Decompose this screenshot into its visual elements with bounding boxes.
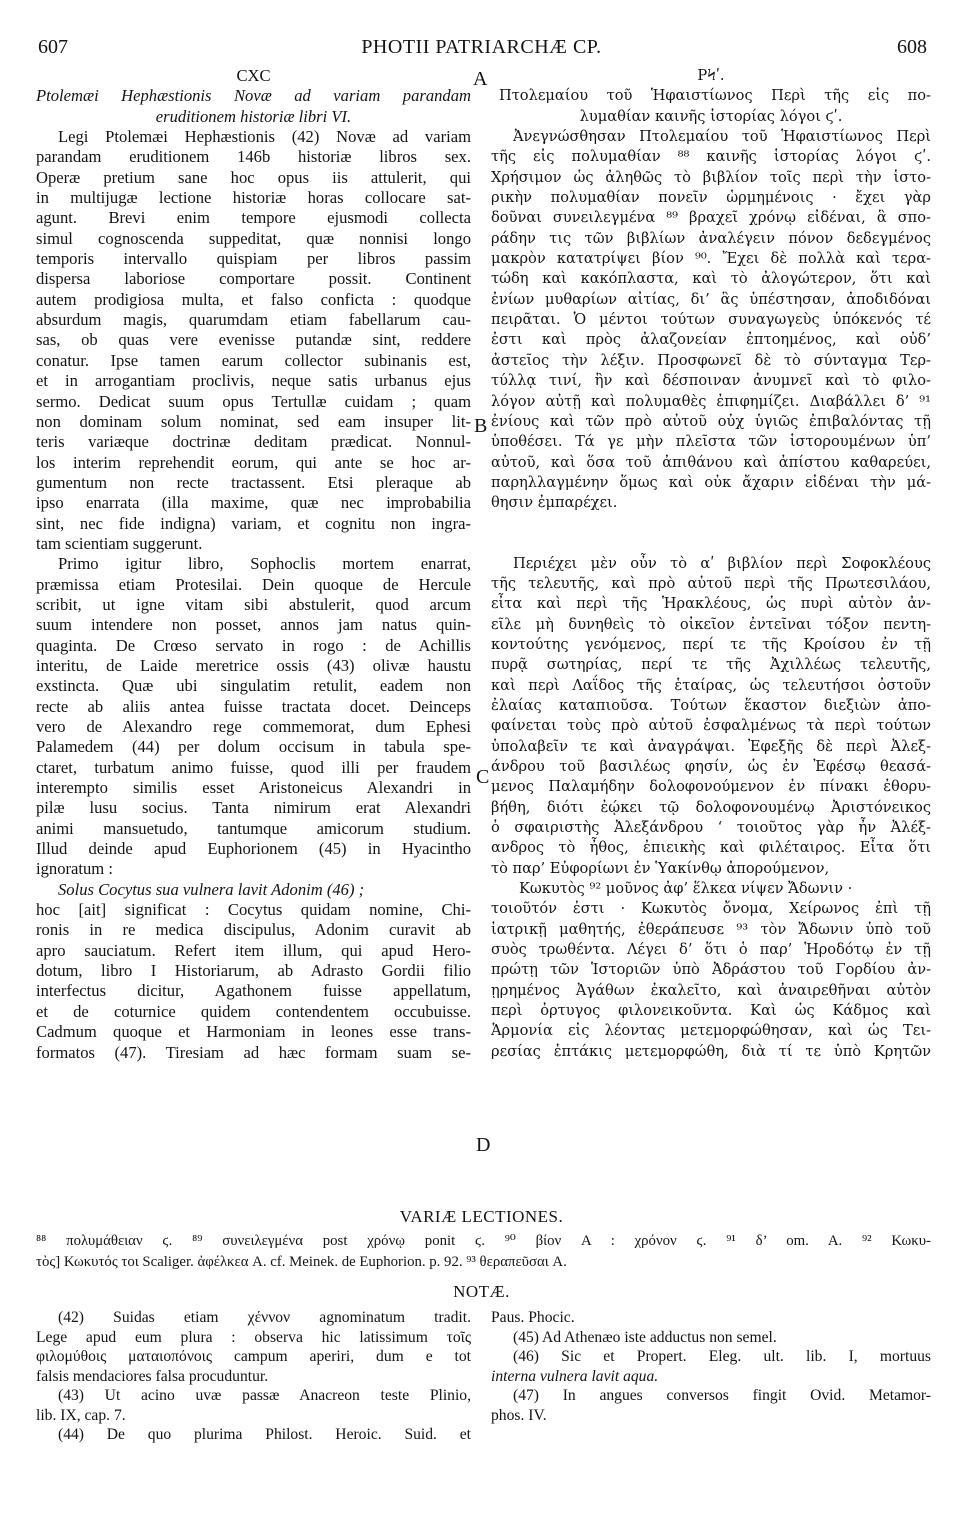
text-line: άνδρου τοῦ βασιλέως φησίν, ὡς ἐν Ἐφέσῳ θεασά- — [491, 758, 931, 775]
text-line: tam scientiam suggerunt. — [36, 533, 203, 553]
text-line: ῃρημένος Ἀγάθων ἐκαλεῖτο, καὶ ἀναιρεθῆναι αὐτὸν — [491, 981, 931, 999]
text-line: ignoratum : — [36, 859, 113, 879]
text-line: ὁ σφαιριστὴς Ἀλεξάνδρου ‘ τοιοῦτος γὰρ ἦν Ἀλέξ- — [491, 819, 931, 837]
text-line: formatos (47). Tiresiam ad hæc formam suam se- — [36, 1042, 471, 1062]
text-line: φαίνεται τοὺς πρὸ αὐτοῦ ἐσφαλμένως τὰ περὶ τούτων — [491, 717, 931, 735]
text-line: Primo igitur libro, Sophoclis mortem enarrat, — [58, 554, 471, 574]
greek-paragraph-3 — [491, 899, 931, 1062]
text-line: Περιέχει μὲν οὖν τὸ αʹ βιβλίον περὶ Σοφοκλέους — [513, 554, 931, 572]
notae-right — [491, 1308, 931, 1425]
text-line: dotum, libro I Historiarum, ab Adrasto Gordii filio — [36, 961, 471, 981]
text-line: Cadmum quoque et Harmoniam in leones esse trans- — [36, 1022, 471, 1042]
text-line: autem prodigiosa multa, et falso conficta : quodque — [36, 289, 471, 309]
text-line: hoc [ait] significat : Cocytus quidam nomine, Chi- — [36, 900, 471, 920]
text-line: Operæ pretium sane hoc opus iis attulerit, qui — [36, 167, 471, 187]
text-line: ἐνίων μυθαρίων αἰτίας, δι’ ἃς ὑπέστησαν, ἀποδιδόναι — [491, 290, 931, 308]
latin-column — [36, 66, 471, 1063]
text-line: dispersa laboriose comportare possit. Continent — [36, 269, 471, 289]
variae-line: ⁸⁸ πολυμάθειαν ϛ. ⁸⁹ συνειλεγμένα post χρόνῳ ponit ϛ. ⁹⁰ βίον A : χρόνον ϛ. ⁹¹ δ’ om. A. ⁹² Κωκυ- — [36, 1233, 931, 1249]
greek-paragraph-2 — [491, 554, 931, 880]
text-line: apro sauciatum. Refert item illum, qui apud Hero- — [36, 940, 471, 960]
text-line: conatur. Ipse tamen earum collector subinanis est, — [36, 350, 471, 370]
text-line: et de coturnice quidem contendentem occubuisse. — [36, 1001, 471, 1021]
text-line: quaginta. De Crœso servato in rogo : de Achillis — [36, 635, 471, 655]
text-line: ὑποθέσει. Τά γε μὴν πλεῖστα τῶν ἱστορουμένων ὑπ’ — [491, 433, 931, 451]
text-line: ρεσίας ἑπτάκις μετεμορφώθη, διὰ τί τε ὑπὸ Κρητῶν — [491, 1042, 931, 1060]
text-line: θησιν ἐμπαρέχει. — [491, 494, 618, 512]
text-line: ctaret, turbatum animo fuisse, quod illi per fraudem — [36, 757, 471, 777]
variae-line: τὸς] Κωκυτός τοι Scaliger. ἀφέλκεα A. cf. Meinek. de Euphorion. p. 92. ⁹³ θεραπεῦσαι A. — [36, 1254, 567, 1270]
note-line: (45) Ad Athenæo iste adductus non semel. — [513, 1328, 777, 1346]
text-line: τύλλᾳ τινί, ἣν καὶ δέσποιναν ἀνυμνεῖ καὶ τὸ φιλο- — [491, 372, 931, 390]
note-line: (46) Sic et Propert. Eleg. ult. lib. I, mortuus — [513, 1348, 931, 1365]
note-line: phos. IV. — [491, 1406, 547, 1424]
text-line: δοῦναι συνειλεγμένα ⁸⁹ βραχεῖ χρόνῳ εἰδέναι, ἃ σπο- — [491, 209, 931, 227]
text-line: in multijugæ lectione historiæ horas collocare sat- — [36, 188, 471, 208]
note-line: lib. IX, cap. 7. — [36, 1406, 126, 1424]
text-line: non dominam solum nominat, sed eam insuper lit- — [36, 411, 471, 431]
text-line: εἶτα καὶ περὶ τῆς Ἡρακλέους, ὡς πυρὶ αὑτὸν ἀν- — [491, 595, 931, 613]
text-line: ronis in re medica discipulus, Adonim curavit ab — [36, 920, 471, 940]
note-line: Paus. Phocic. — [491, 1309, 575, 1326]
text-line: τώδη καὶ κακόπλαστα, καὶ τὸ ἀλογώτερον, ὅτι καὶ — [491, 270, 931, 288]
greek-chapter-number: ΡϞʹ. — [697, 67, 725, 84]
text-line: et in arrogantiam proclivis, neque satis urbanus ejus — [36, 371, 471, 391]
text-line: παρηλλαγμένην ὅμως καὶ οὐκ ἄχαριν εἰδέναι τὴν μά- — [491, 473, 931, 491]
note-line: (43) Ut acino uvæ passæ Anacreon teste Plinio, — [58, 1387, 471, 1404]
text-line: sas, ob quas vere evenisse putandæ sint, reddere — [36, 330, 471, 350]
text-line: μενος Παλαμήδην δολοφονούμενον ἐν πίνακι ἐθορυ- — [491, 778, 931, 796]
text-line: καὶ περὶ Λαΐδος τῆς ἑταίρας, ὡς τελευτήσοι ὀστοῦν — [491, 676, 931, 694]
text-line: λόγον αὐτῇ καὶ πολυμαθὲς ἐπιφημίζει. Διαβάλλει δ’ ⁹¹ — [491, 392, 931, 410]
text-line: ἐστι καὶ πρὸς ἀλαζονείαν ἐπτοημένος, καὶ οὐδ’ — [491, 331, 931, 349]
latin-chapter-number: CXC — [236, 66, 271, 85]
margin-letter-d: D — [476, 1134, 491, 1156]
text-line: temporis intervallo quispiam per libros passim — [36, 249, 471, 269]
greek-paragraph-1 — [491, 127, 931, 514]
text-line: vero de Alexandro rege commemorat, dum Ephesi — [36, 717, 471, 736]
text-line: præmissa etiam Protesilai. Dein quoque de Hercule — [36, 574, 471, 594]
right-page-number: 608 — [897, 36, 927, 58]
text-line: ὑπολαβεῖν τε καὶ ἀναγράψαι. Ἐφεξῆς δὲ περὶ Ἀλεξ- — [491, 737, 931, 755]
text-line: pilæ lusu socius. Tanta nimirum erat Alexandri — [36, 798, 471, 818]
text-line: teris variæque doctrinæ deditam prædicat. Nonnul- — [36, 432, 471, 452]
text-line: συὸς τρωθέντα. Λέγει δ’ ὅτι ὁ παρ’ Ἡροδότῳ ἐν τῇ — [491, 941, 931, 959]
text-line: ανδρος τὸ ἦθος, ἐπιεικὴς καὶ φιλέταιρος. Εἶτα ὅτι — [491, 839, 931, 857]
text-line: Ἁρμονία εἰς λέοντας μετεμορφώθησαν, καὶ ὡς Τει- — [491, 1022, 931, 1040]
text-line: κοντούτης γενόμενος, περί τε τῆς Κροίσου ἐν τῇ — [491, 635, 931, 653]
latin-paragraph-1 — [36, 127, 471, 554]
greek-verse: Κωκυτὸς ⁹² μοῦνος ἀφ’ ἕλκεα νίψεν Ἄδωνιν · — [519, 880, 853, 898]
latin-title-line: Ptolemæi Hephæstionis Novæ ad variam parandam — [36, 86, 471, 106]
variae-lectiones — [36, 1231, 931, 1273]
text-line: ἀστεῖος τὴν λέξιν. Προσφωνεῖ δὲ τὸ σύνταγμα Τερ- — [491, 351, 931, 369]
margin-letter-b: B — [474, 415, 488, 437]
text-line: μακρὸν κατατρίψει βίον ⁹⁰. Ἔχει δὲ πολλὰ καὶ τερα- — [491, 250, 931, 268]
text-line: parandam eruditionem 146b historiæ libros sex. — [36, 147, 471, 167]
margin-letter-c: C — [476, 766, 490, 788]
latin-paragraph-2 — [36, 554, 471, 880]
text-line: Legi Ptolemæi Hephæstionis (42) Novæ ad variam — [58, 127, 471, 147]
text-line: τὸ παρ’ Εὐφορίωνι ἐν Ὑακίνθῳ ἀπορούμενον, — [491, 859, 830, 877]
text-line: Palamedem (44) per dolum occisum in tabula spe- — [36, 737, 471, 757]
greek-paragraph-gap — [491, 514, 931, 554]
text-line: τῆς εἰς πολυμαθίαν ⁸⁸ καινῆς ἱστορίας λόγοι ϛʹ. — [491, 148, 931, 166]
text-line: περὶ ὀρτυγος φιλονεικοῦντα. Καὶ ὡς Κάδμος καὶ — [491, 1002, 931, 1020]
text-line: εῖλε μὴ δυνηθεὶς τὸ οἰκεῖον ἐντεῖναι τόξον πεντη- — [491, 615, 931, 633]
text-line: βήθη, διότι ἐῴκει τῷ δολοφονουμένῳ Ἀριστόνεικος — [491, 798, 931, 816]
text-line: scribit, ut igne vitam sibi abstulerit, quod arcum — [36, 594, 471, 614]
text-line: animi mansuetudo, tantumque amicorum studium. — [36, 818, 471, 838]
text-line: suum intendere non posset, annos jam natus quin- — [36, 615, 471, 635]
latin-verse: Solus Cocytus sua vulnera lavit Adonim (46) ; — [58, 879, 365, 899]
text-line: πειρᾶται. Ὁ μέντοι τούτων συναγωγεὺς ὑπόκενός τέ — [491, 311, 931, 329]
text-line: Ἀνεγνώσθησαν Πτολεμαίου τοῦ Ἡφαιστίωνος Περὶ — [513, 128, 931, 146]
margin-letter-a: A — [473, 68, 488, 90]
text-line: ipso enarrata (illa maxime, quæ nec improbabilia — [36, 493, 471, 513]
text-line: τοιοῦτόν ἐστι · Κωκυτὸς ὄνομα, Χείρωνος ἐπὶ τῇ — [491, 900, 931, 918]
text-line: interitu, de Laide meretrice ossis (43) olivæ haustu — [36, 655, 471, 675]
text-line: recte ab aliis antea fuisse tractata docet. Deinceps — [36, 696, 471, 716]
left-page-number: 607 — [38, 36, 68, 58]
text-line: ἰατρικῇ μαθητής, ἐθεράπευσε ⁹³ τὸν Ἄδωνιν ὑπὸ τοῦ — [491, 920, 931, 938]
latin-paragraph-3 — [36, 900, 471, 1063]
note-line: falsis mendaciores falsa procuduntur. — [36, 1367, 269, 1385]
note-line: φιλομύθοις ματαιοπόνοις campum aperiri, dum e tot — [36, 1348, 471, 1365]
latin-title-line: eruditionem historiæ libri VI. — [155, 106, 352, 126]
text-line: los interim reprehendit eorum, qui ante se hoc ar- — [36, 452, 471, 472]
text-line: ἐλαίας καταπιοῦσα. Τούτων ἕκαστον διεξιὼν ἀπο- — [491, 696, 931, 714]
text-line: Illud deinde apud Euphorionem (45) in Hyacintho — [36, 839, 471, 859]
text-line: τῆς τελευτῆς, καὶ πρὸ αὐτοῦ περὶ τῆς Πρωτεσιλάου, — [491, 574, 931, 592]
note-line: (44) De quo plurima Philost. Heroic. Suid. et — [58, 1426, 471, 1443]
variae-lectiones-heading: VARIÆ LECTIONES. — [399, 1207, 564, 1226]
text-line: πρώτῃ τῶν Ἱστοριῶν ὑπὸ Ἀδράστου τοῦ Γορδίου ἀν- — [491, 961, 931, 979]
note-line: interna vulnera lavit aqua. — [491, 1367, 659, 1385]
text-line: ρικὴν πολυμαθίαν πονεῖν ὡρμημένοις · ἔχει γὰρ — [491, 189, 931, 207]
greek-column — [491, 66, 931, 1062]
text-line: αὐτοῦ, καὶ ὅσα τοῦ ἀπιθάνου καὶ ἀπίστου καθαρεύει, — [491, 453, 931, 471]
text-line: ράδην τις τῶν βιβλίων ἀναλέγειν πόνον δεδεγμένος — [491, 229, 931, 247]
note-line: (42) Suidas etiam χέννον agnominatum tradit. — [58, 1309, 471, 1326]
text-line: πυρᾷ σωτηρίας, περί τε τῆς Ἀχιλλέως τελευτῆς, — [491, 656, 931, 674]
note-line: Lege apud eum plura : observa hic latissimum τοῖς — [36, 1328, 471, 1346]
note-line: (47) In angues conversos fingit Ovid. Metamor- — [513, 1387, 931, 1404]
notae-heading: NOTÆ. — [453, 1282, 510, 1301]
text-line: sermo. Dedicat suum opus Tertullæ cuidam ; quam — [36, 391, 471, 411]
text-line: exstincta. Quæ ubi singulatim retulit, eadem non — [36, 676, 471, 696]
notae-left — [36, 1308, 471, 1445]
text-line: absurdum magis, quarumdam etiam fabellarum cau- — [36, 310, 471, 330]
text-line: interfectus dicitur, Agathonem fuisse appellatum, — [36, 981, 471, 1001]
text-line: interempto similis esset Aristoneicus Alexandri in — [36, 778, 471, 798]
greek-title-line: Πτολεμαίου τοῦ Ἡφαιστίωνος Περὶ τῆς εἰς πο- — [499, 87, 931, 105]
running-title: PHOTII PATRIARCHÆ CP. — [361, 36, 602, 58]
text-line: ἐνίους καὶ τῶν πρὸ αὐτοῦ οὐχ ὑγιῶς ἐπιβαλόντας τῇ — [491, 412, 931, 430]
text-line: gumentum non recte tractassent. Etsi pleraque ab — [36, 472, 471, 492]
greek-title-line: λυμαθίαν καινῆς ἱστορίας λόγοι ϛʹ. — [579, 107, 843, 125]
text-line: sint, nec fide indigna) variam, et cognitu non ingra- — [36, 513, 471, 533]
text-line: simul cognoscenda suppeditat, quæ nonnisi longo — [36, 228, 471, 248]
text-line: agunt. Brevi enim tempore ejusmodi collecta — [36, 208, 471, 228]
text-line: Χρήσιμον ὡς ἀληθῶς τὸ βιβλίον τοῖς περὶ τὴν ἱστο- — [491, 168, 931, 186]
